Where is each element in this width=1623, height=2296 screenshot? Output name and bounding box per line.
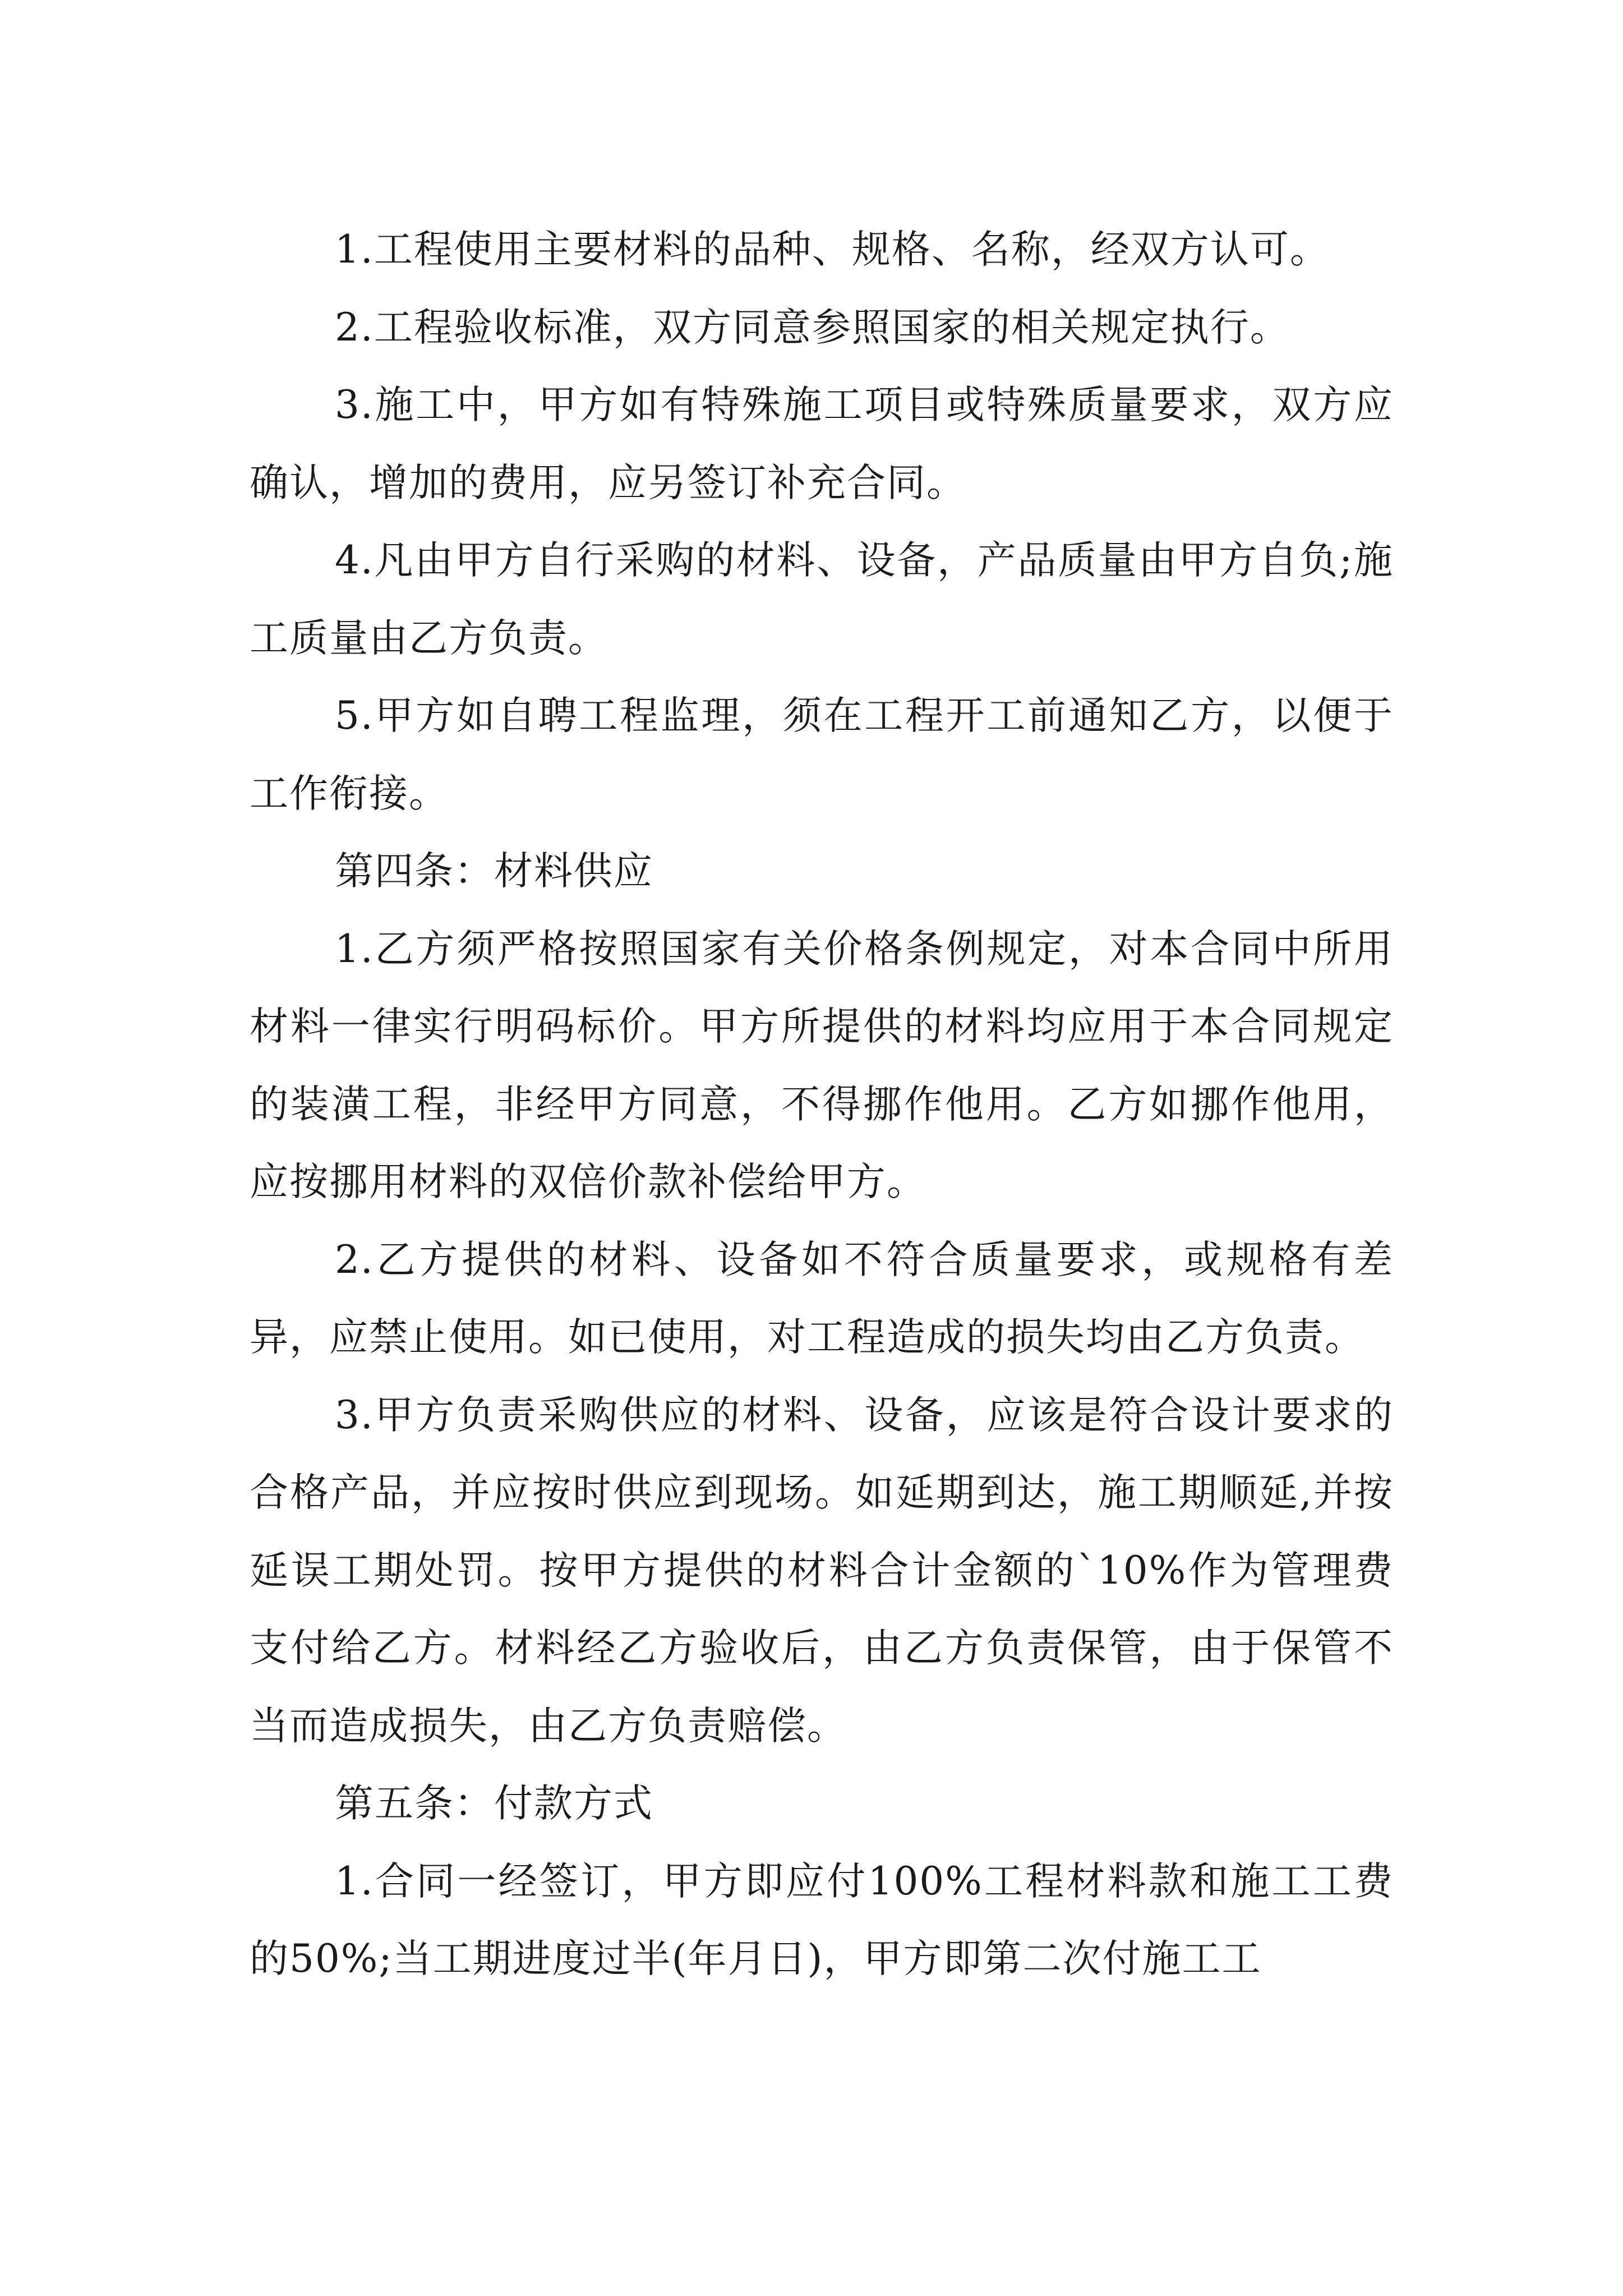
clause-pricing: 1.乙方须严格按照国家有关价格条例规定，对本合同中所用材料一律实行明码标价。甲方所提供的材料均应用于本合同规定的装潢工程，非经甲方同意，不得挪作他用。乙方如挪作他用，应按挪用材料的双倍价款补偿给甲方。 bbox=[250, 926, 1394, 1204]
clause-special-requirements: 3.施工中，甲方如有特殊施工项目或特殊质量要求，双方应确认，增加的费用，应另签订补充合同。 bbox=[250, 383, 1394, 505]
article-five-heading: 第五条：付款方式 bbox=[335, 1781, 653, 1826]
clause-self-purchased-materials: 4.凡由甲方自行采购的材料、设备，产品质量由甲方自负;施工质量由乙方负责。 bbox=[250, 538, 1394, 661]
article-four-heading: 第四条：材料供应 bbox=[335, 849, 653, 894]
clause-acceptance-standard: 2.工程验收标准，双方同意参照国家的相关规定执行。 bbox=[335, 305, 1290, 350]
clause-materials-approval: 1.工程使用主要材料的品种、规格、名称，经双方认可。 bbox=[335, 227, 1330, 272]
clause-material-quality: 2.乙方提供的材料、设备如不符合质量要求，或规格有差异，应禁止使用。如已使用，对工程造成的损失均由乙方负责。 bbox=[250, 1237, 1394, 1360]
document-body bbox=[250, 211, 1394, 1998]
clause-payment: 1.合同一经签订，甲方即应付100%工程材料款和施工工费的50%;当工期进度过半(年月日)，甲方即第二次付施工工 bbox=[250, 1858, 1394, 1981]
clause-supervision: 5.甲方如自聘工程监理，须在工程开工前通知乙方，以便于工作衔接。 bbox=[250, 693, 1394, 816]
clause-party-a-supply: 3.甲方负责采购供应的材料、设备，应该是符合设计要求的合格产品，并应按时供应到现场。如延期到达，施工期顺延,并按延误工期处罚。按甲方提供的材料合计金额的`10%作为管理费支付给乙方。材料经乙方验收后，由乙方负责保管，由于保管不当而造成损失，由乙方负责赔偿。 bbox=[250, 1392, 1394, 1749]
